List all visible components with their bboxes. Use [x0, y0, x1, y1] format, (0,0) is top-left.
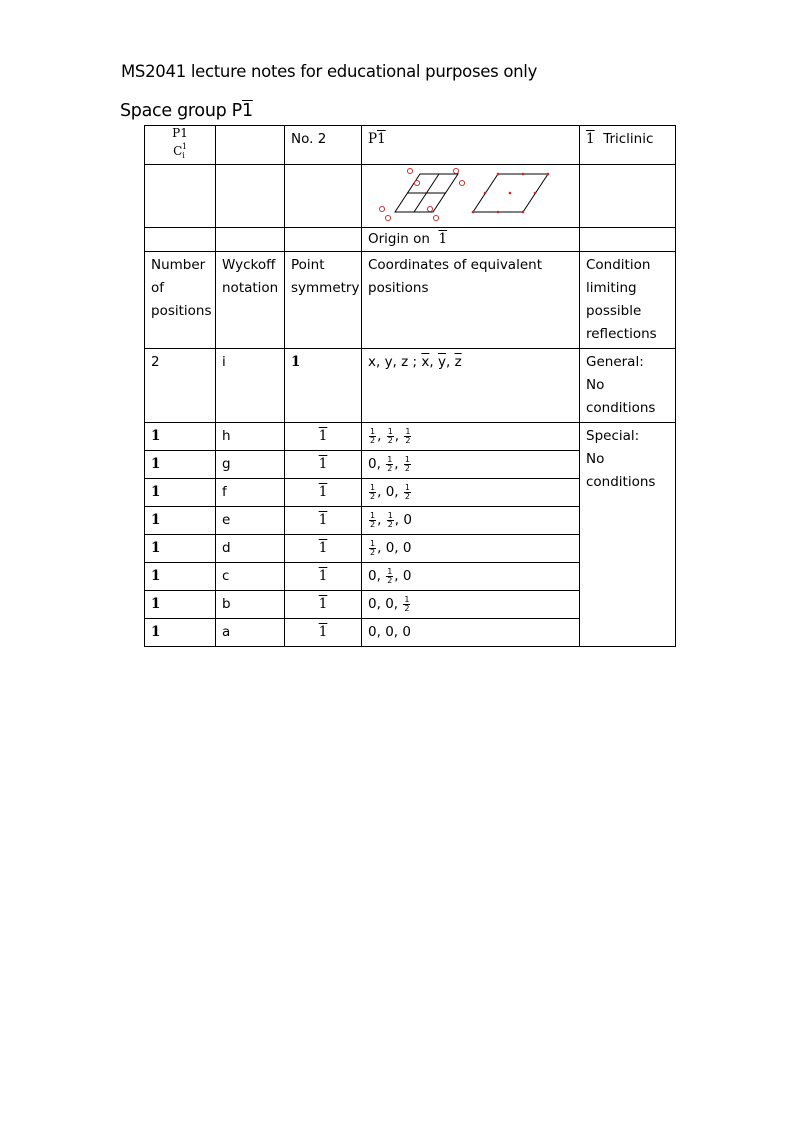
special-symmetry: 1 [285, 535, 362, 563]
general-coordinates: x, y, z ; $\overline{x}$, $\overline{y}$, $\overline{z}$ [362, 349, 580, 423]
special-wyckoff: e [216, 507, 285, 535]
marker-circle [414, 180, 419, 185]
symbol-prefix: P [368, 131, 378, 147]
centre-dot [522, 173, 525, 176]
special-coordinates: 0, $\frac{1}{2}$ , $\frac{1}{2}$ [362, 451, 580, 479]
fraction-den: 2 [404, 603, 410, 613]
special-position-row [145, 423, 676, 451]
coord-zero: 0 [368, 596, 377, 612]
header-conditions: Condition limiting possible reflections [580, 252, 676, 349]
special-wyckoff: b [216, 591, 285, 619]
bar-one: 1 [241, 101, 253, 121]
centre-dot [484, 192, 487, 195]
bar-one: 1 [180, 126, 188, 140]
number-cell [285, 126, 362, 165]
special-multiplicity: 1 [145, 563, 216, 591]
special-coordinates: 0, $\frac{1}{2}$ , 0 [362, 563, 580, 591]
fraction-half [369, 512, 376, 529]
centre-dot [497, 211, 500, 214]
coord-zero: 0 [402, 540, 412, 556]
bar-one: 1 [438, 231, 448, 247]
coord-zero: 0 [385, 624, 394, 640]
schoenflies-letter: C [173, 144, 183, 158]
crystal-system-cell [580, 126, 676, 165]
coord-bar-z: $\overline{z}$ [454, 354, 462, 370]
bar-one: 1 [377, 131, 386, 147]
fraction-den: 2 [404, 463, 410, 473]
fraction-den: 2 [387, 575, 393, 585]
top-row [145, 126, 676, 165]
fraction-half [404, 428, 411, 445]
special-symmetry: 1 [285, 423, 362, 451]
empty-cell [145, 165, 216, 228]
fraction-num: 1 [370, 482, 376, 492]
centre-dot [472, 211, 475, 214]
centre-dot [509, 192, 512, 195]
special-multiplicity: 1 [145, 423, 216, 451]
schoenflies-sub: i [182, 151, 185, 160]
special-condition [580, 423, 676, 647]
coord-zero: 0 [368, 456, 377, 472]
special-wyckoff: c [216, 563, 285, 591]
coord-zero: 0 [402, 624, 411, 640]
special-coordinates: 0, 0, 0 [362, 619, 580, 647]
special-coordinates: $\frac{1}{2}$ , 0, 0 [362, 535, 580, 563]
fraction-num: 1 [404, 454, 410, 464]
fraction-den: 2 [370, 435, 376, 445]
coord-zero: 0 [368, 624, 377, 640]
fraction-half [403, 596, 410, 613]
marker-circle [407, 168, 412, 173]
special-multiplicity: 1 [145, 591, 216, 619]
marker-circle [433, 215, 438, 220]
schoenflies-symbol [151, 140, 209, 162]
fraction-den: 2 [370, 491, 376, 501]
general-position-row [145, 349, 676, 423]
fraction-num: 1 [387, 566, 393, 576]
empty-cell [216, 228, 285, 252]
general-multiplicity: 2 [145, 349, 216, 423]
fraction-half [404, 484, 411, 501]
empty-cell [216, 165, 285, 228]
centre-dot [547, 173, 550, 176]
fraction-den: 2 [387, 435, 393, 445]
inversion-centres [472, 173, 550, 214]
special-wyckoff: h [216, 423, 285, 451]
marker-circle [427, 206, 432, 211]
fraction-half [404, 456, 411, 473]
special-multiplicity: 1 [145, 507, 216, 535]
fraction-num: 1 [370, 510, 376, 520]
fraction-den: 2 [387, 519, 393, 529]
coord-zero: 0 [403, 512, 412, 528]
coord-zero: 0 [368, 568, 377, 584]
marker-circle [453, 168, 458, 173]
fraction-num: 1 [404, 482, 410, 492]
fraction-half [387, 512, 394, 529]
special-coordinates: $\frac{1}{2}$ , $\frac{1}{2}$ , 0 [362, 507, 580, 535]
empty-cell [580, 165, 676, 228]
space-group-table [144, 125, 676, 647]
header-number-of-positions: Number of positions [145, 252, 216, 349]
section-title-prefix: Space group P [120, 101, 242, 121]
header-wyckoff-notation: Wyckoff notation [216, 252, 285, 349]
fraction-half [387, 428, 394, 445]
hm-symbol [151, 127, 209, 140]
special-coordinates: $\frac{1}{2}$ , $\frac{1}{2}$ , $\frac{1}{2}$ [362, 423, 580, 451]
general-symmetry: 1 [285, 349, 362, 423]
hm-symbol-prefix: P [172, 126, 181, 140]
centre-dot [522, 211, 525, 214]
special-symmetry: 1 [285, 591, 362, 619]
empty-cell [145, 228, 216, 252]
fraction-half [369, 484, 376, 501]
origin-text: Origin on [368, 231, 430, 247]
schoenflies-sup: 1 [181, 142, 187, 151]
diagram-row [145, 165, 676, 228]
coord-bar-y: $\overline{y}$ [437, 354, 446, 370]
special-multiplicity: 1 [145, 479, 216, 507]
origin-row [145, 228, 676, 252]
fraction-num: 1 [370, 538, 376, 548]
empty-cell [580, 228, 676, 252]
special-wyckoff: f [216, 479, 285, 507]
symbol-full-cell [362, 126, 580, 165]
marker-circle [385, 215, 390, 220]
bar-one: 1 [586, 131, 595, 147]
empty-cell [216, 126, 285, 165]
fraction-half [369, 428, 376, 445]
header-point-symmetry: Point symmetry [285, 252, 362, 349]
column-header-row [145, 252, 676, 349]
centre-dot [497, 173, 500, 176]
special-symmetry: 1 [285, 479, 362, 507]
fraction-half [386, 568, 393, 585]
special-coordinates: 0, 0, $\frac{1}{2}$ [362, 591, 580, 619]
fraction-half [369, 540, 376, 557]
general-condition-label: General: [586, 354, 644, 370]
fraction-num: 1 [405, 426, 411, 436]
special-coordinates: $\frac{1}{2}$ , 0, $\frac{1}{2}$ [362, 479, 580, 507]
special-condition-text: No conditions [586, 451, 656, 490]
empty-cell [285, 228, 362, 252]
header-coordinates: Coordinates of equivalent positions [362, 252, 580, 349]
section-title [120, 101, 253, 121]
special-multiplicity: 1 [145, 451, 216, 479]
special-symmetry: 1 [285, 563, 362, 591]
fraction-num: 1 [404, 594, 410, 604]
fraction-den: 2 [387, 463, 393, 473]
special-symmetry: 1 [285, 507, 362, 535]
fraction-num: 1 [387, 510, 393, 520]
general-position-markers [379, 168, 464, 220]
fraction-num: 1 [370, 426, 376, 436]
space-group-number: No. 2 [291, 131, 327, 147]
coord-zero: 0 [385, 484, 395, 500]
coord-zero: 0 [385, 540, 395, 556]
special-symmetry: 1 [285, 619, 362, 647]
fraction-num: 1 [387, 454, 393, 464]
fraction-num: 1 [387, 426, 393, 436]
crystal-system: Triclinic [603, 131, 654, 147]
coord-zero: 0 [385, 596, 394, 612]
symmetry-diagram [362, 165, 580, 227]
special-wyckoff: d [216, 535, 285, 563]
marker-circle [379, 206, 384, 211]
general-condition-text: No conditions [586, 377, 656, 416]
coord-bar-x: $\overline{x}$ [421, 354, 430, 370]
general-wyckoff: i [216, 349, 285, 423]
diagram-cell [362, 165, 580, 228]
empty-cell [285, 165, 362, 228]
symbol-cell [145, 126, 216, 165]
special-multiplicity: 1 [145, 535, 216, 563]
marker-circle [459, 180, 464, 185]
special-wyckoff: g [216, 451, 285, 479]
fraction-den: 2 [405, 435, 411, 445]
origin-cell [362, 228, 580, 252]
special-symmetry: 1 [285, 451, 362, 479]
special-wyckoff: a [216, 619, 285, 647]
special-condition-label: Special: [586, 428, 640, 444]
coord-zero: 0 [402, 568, 412, 584]
header-note: MS2041 lecture notes for educational purposes only [121, 62, 538, 81]
fraction-den: 2 [370, 547, 376, 557]
general-condition [580, 349, 676, 423]
fraction-den: 2 [370, 519, 376, 529]
fraction-half [386, 456, 393, 473]
coords-plain: x, y, z ; [368, 354, 418, 370]
special-multiplicity: 1 [145, 619, 216, 647]
unit-cell-grid [395, 174, 458, 212]
fraction-den: 2 [404, 491, 410, 501]
centre-dot [534, 192, 537, 195]
